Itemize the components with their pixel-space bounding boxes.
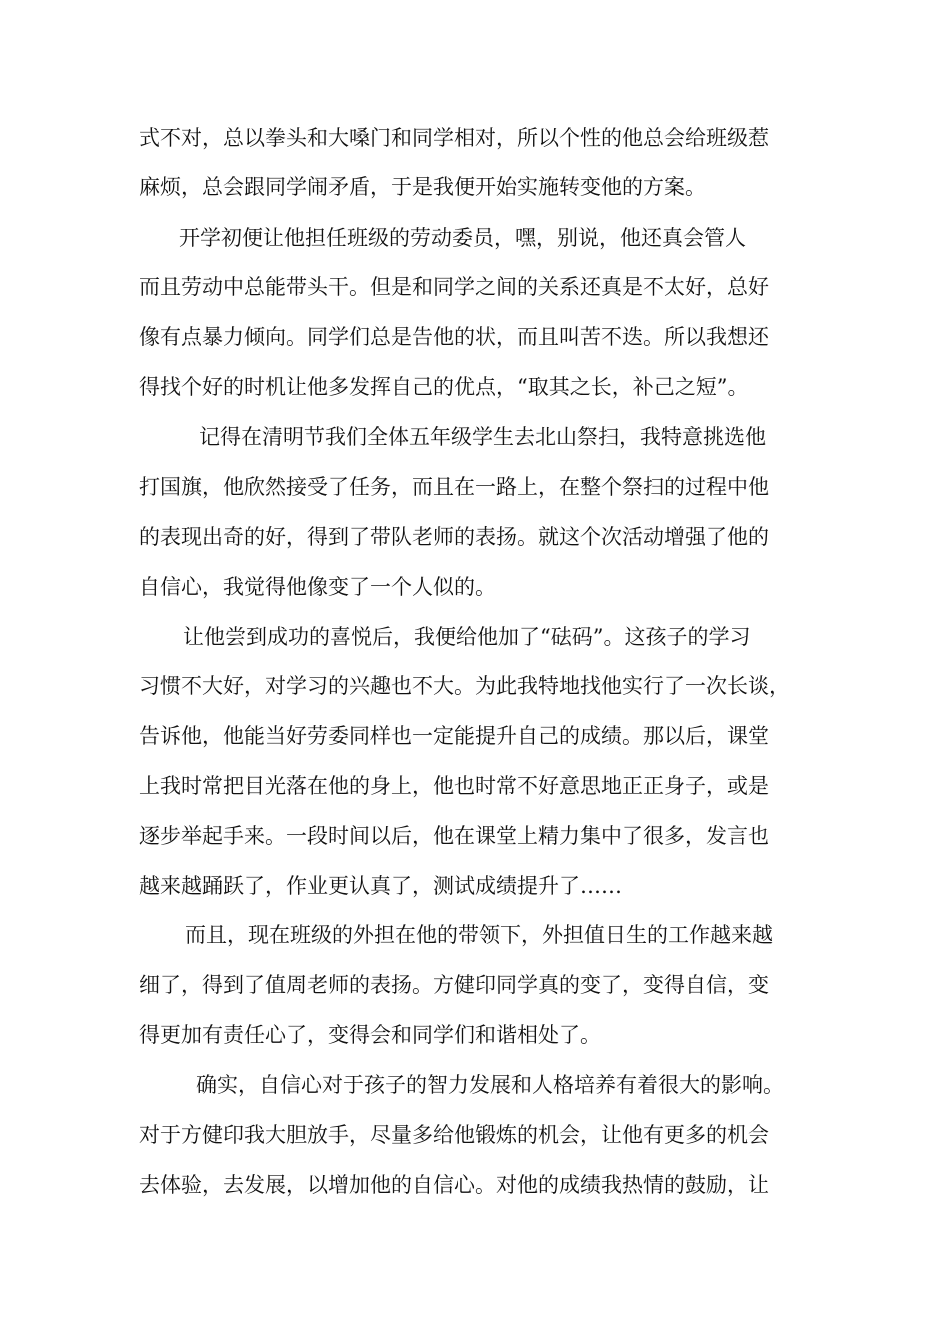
text-line: 得更加有责任心了，变得会和同学们和谐相处了。: [139, 1023, 601, 1047]
text-line: 记得在清明节我们全体五年级学生去北山祭扫，我特意挑选他: [199, 425, 766, 449]
text-line: 式不对，总以拳头和大嗓门和同学相对，所以个性的他总会给班级惹: [139, 126, 769, 150]
text-line: 像有点暴力倾向。同学们总是告他的状，而且叫苦不迭。所以我想还: [139, 325, 769, 349]
text-line: 麻烦，总会跟同学闹矛盾，于是我便开始实施转变他的方案。: [139, 175, 706, 199]
text-line: 越来越踊跃了，作业更认真了，测试成绩提升了……: [139, 874, 622, 898]
text-line: 细了，得到了值周老师的表扬。方健印同学真的变了，变得自信，变: [139, 973, 769, 997]
text-line: 让他尝到成功的喜悦后，我便给他加了“砝码”。这孩子的学习: [183, 625, 751, 649]
text-line: 而且劳动中总能带头干。但是和同学之间的关系还真是不太好，总好: [139, 275, 769, 299]
text-line: 去体验，去发展，以增加他的自信心。对他的成绩我热情的鼓励，让: [139, 1173, 769, 1197]
text-line: 告诉他，他能当好劳委同样也一定能提升自己的成绩。那以后，课堂: [139, 724, 769, 748]
text-line: 逐步举起手来。一段时间以后，他在课堂上精力集中了很多，发言也: [139, 824, 769, 848]
text-line: 上我时常把目光落在他的身上，他也时常不好意思地正正身子，或是: [139, 774, 769, 798]
text-line: 得找个好的时机让他多发挥自己的优点，“取其之长，补己之短”。: [139, 375, 749, 399]
text-line: 对于方健印我大胆放手，尽量多给他锻炼的机会，让他有更多的机会: [139, 1123, 769, 1147]
text-line: 确实，自信心对于孩子的智力发展和人格培养有着很大的影响。: [196, 1073, 784, 1097]
text-line: 开学初便让他担任班级的劳动委员，嘿，别说，他还真会管人: [179, 226, 746, 250]
text-line: 而且，现在班级的外担在他的带领下，外担值日生的工作越来越: [185, 923, 773, 947]
text-line: 打国旗，他欣然接受了任务，而且在一路上，在整个祭扫的过程中他: [139, 475, 769, 499]
text-line: 自信心，我觉得他像变了一个人似的。: [139, 575, 496, 599]
text-line: 的表现出奇的好，得到了带队老师的表扬。就这个次活动增强了他的: [139, 525, 769, 549]
text-line: 习惯不大好，对学习的兴趣也不大。为此我特地找他实行了一次长谈，: [139, 674, 790, 698]
